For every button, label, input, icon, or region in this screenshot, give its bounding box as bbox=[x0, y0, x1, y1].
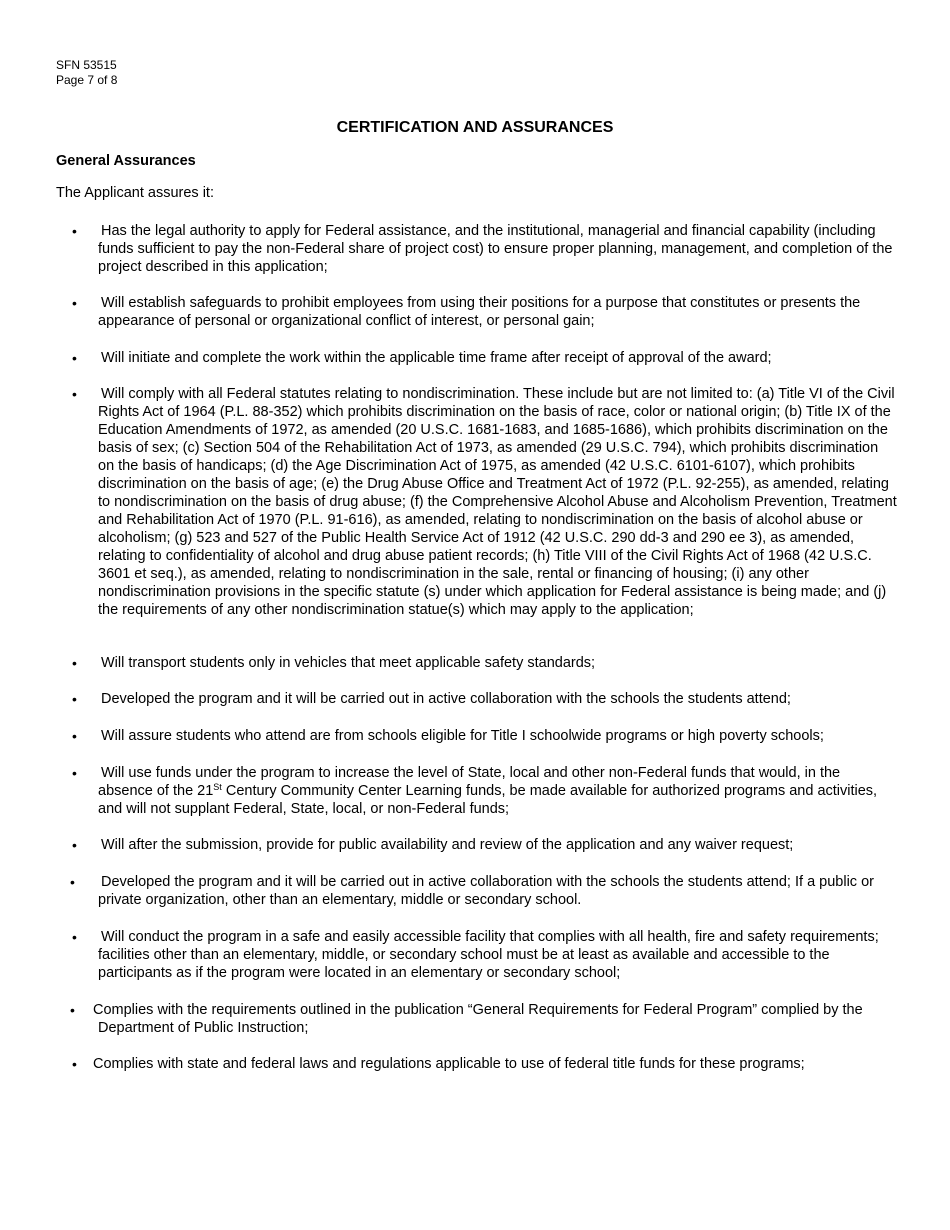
bullet-icon: • bbox=[72, 295, 77, 311]
bullet-icon: • bbox=[72, 223, 77, 239]
assurance-text: Will comply with all Federal statutes relating to nondiscrimination. These include but are not limited to: (a) Title VI of the Civil Rights Act of 1964 (P.L. 88-352) which prohibits discrimination on the basis of race, color or national origin; (b) Title IX of the Education Amendments of 1972, as amended (20 U.S.C. 1681-1683, and 1685-1686), which prohibits discrimination on the basis of sex; (c) Section 504 of the Rehabilitation Act of 1973, as amended (29 U.S.C. 794), which prohibits discrimination on the basis of handicaps; (d) the Age Discrimination Act of 1975, as amended (42 U.S.C. 6101-6107), which prohibits discrimination on the basis of age; (e) the Drug Abuse Office and Treatment Act of 1972 (P.L. 92-255), as amended, relating to nondiscrimination on the basis of drug abuse; (f) the Comprehensive Alcohol Abuse and Alcoholism Prevention, Treatment and Rehabilitation Act of 1970 (P.L. 91-616), as amended, relating to nondiscrimination on the basis of alcohol abuse or alcoholism; (g) 523 and 527 of the Public Health Service Act of 1912 (42 U.S.C. 290 dd-3 and 290 ee 3), as amended, relating to confidentiality of alcohol and drug abuse patient records; (h) Title VIII of the Civil Rights Act of 1968 (42 U.S.C. 3601 et seq.), as amended, relating to nondiscrimination in the sale, rental or financing of housing; (i) any other nondiscrimination provisions in the specific statute (s) under which application for Federal assistance is being made; and (j) the requirements of any other nondiscrimination statue(s) which may apply to the application; bbox=[98, 386, 897, 618]
bullet-icon: • bbox=[72, 655, 77, 671]
form-identifier bbox=[56, 58, 117, 88]
bullet-icon: • bbox=[70, 1002, 75, 1018]
assurance-text: Developed the program and it will be carried out in active collaboration with the schools the students attend; If a public or private organization, other than an elementary, middle or secondary school. bbox=[98, 874, 874, 908]
document-title: CERTIFICATION AND ASSURANCES bbox=[336, 119, 614, 136]
intro-text: The Applicant assures it: bbox=[56, 185, 214, 201]
assurance-text: Will after the submission, provide for public availability and review of the application and any waiver request; bbox=[101, 837, 794, 853]
page-number: Page 7 of 8 bbox=[56, 73, 118, 87]
bullet-icon: • bbox=[72, 386, 77, 402]
bullet-icon: • bbox=[70, 874, 75, 890]
assurance-text: Will establish safeguards to prohibit employees from using their positions for a purpose that constitutes or presents the appearance of personal or organizational conflict of interest, or personal gain; bbox=[98, 295, 861, 329]
assurance-text: Has the legal authority to apply for Federal assistance, and the institutional, managerial and financial capability (including funds sufficient to pay the non-Federal share of project cost) to ensure proper planning, management, and completion of the project described in this application; bbox=[98, 223, 893, 275]
ordinal-superscript: St bbox=[213, 782, 222, 792]
assurance-text: Complies with the requirements outlined in the publication “General Requirements for Federal Program” complied by the Department of Public Instruction; bbox=[93, 1002, 863, 1036]
bullet-icon: • bbox=[72, 691, 77, 707]
form-number: SFN 53515 bbox=[56, 58, 117, 72]
assurance-text: Will conduct the program in a safe and easily accessible facility that complies with all health, fire and safety requirements; facilities other than an elementary, middle, or secondary school must be at least as available and accessible to the participants as if the program were located in an elementary or secondary school; bbox=[98, 929, 879, 981]
bullet-icon: • bbox=[72, 1056, 77, 1072]
assurance-text: Will use funds under the program to increase the level of State, local and other non-Federal funds that would, in the absence of the 21St Century Community Center Learning funds, be made available for authorized programs and activities, and will not supplant Federal, State, local, or non-Federal funds; bbox=[98, 765, 878, 817]
assurance-text: Will transport students only in vehicles that meet applicable safety standards; bbox=[101, 655, 596, 671]
assurance-text: Will assure students who attend are from schools eligible for Title I schoolwide programs or high poverty schools; bbox=[101, 728, 824, 744]
bullet-icon: • bbox=[72, 765, 77, 781]
bullet-icon: • bbox=[72, 929, 77, 945]
bullet-icon: • bbox=[72, 728, 77, 744]
assurance-text: Will initiate and complete the work within the applicable time frame after receipt of approval of the award; bbox=[101, 350, 772, 366]
assurance-text: Complies with state and federal laws and regulations applicable to use of federal title funds for these programs; bbox=[93, 1056, 805, 1072]
bullet-icon: • bbox=[72, 837, 77, 853]
assurance-text: Developed the program and it will be carried out in active collaboration with the schools the students attend; bbox=[101, 691, 791, 707]
bullet-icon: • bbox=[72, 350, 77, 366]
section-heading: General Assurances bbox=[56, 153, 196, 169]
